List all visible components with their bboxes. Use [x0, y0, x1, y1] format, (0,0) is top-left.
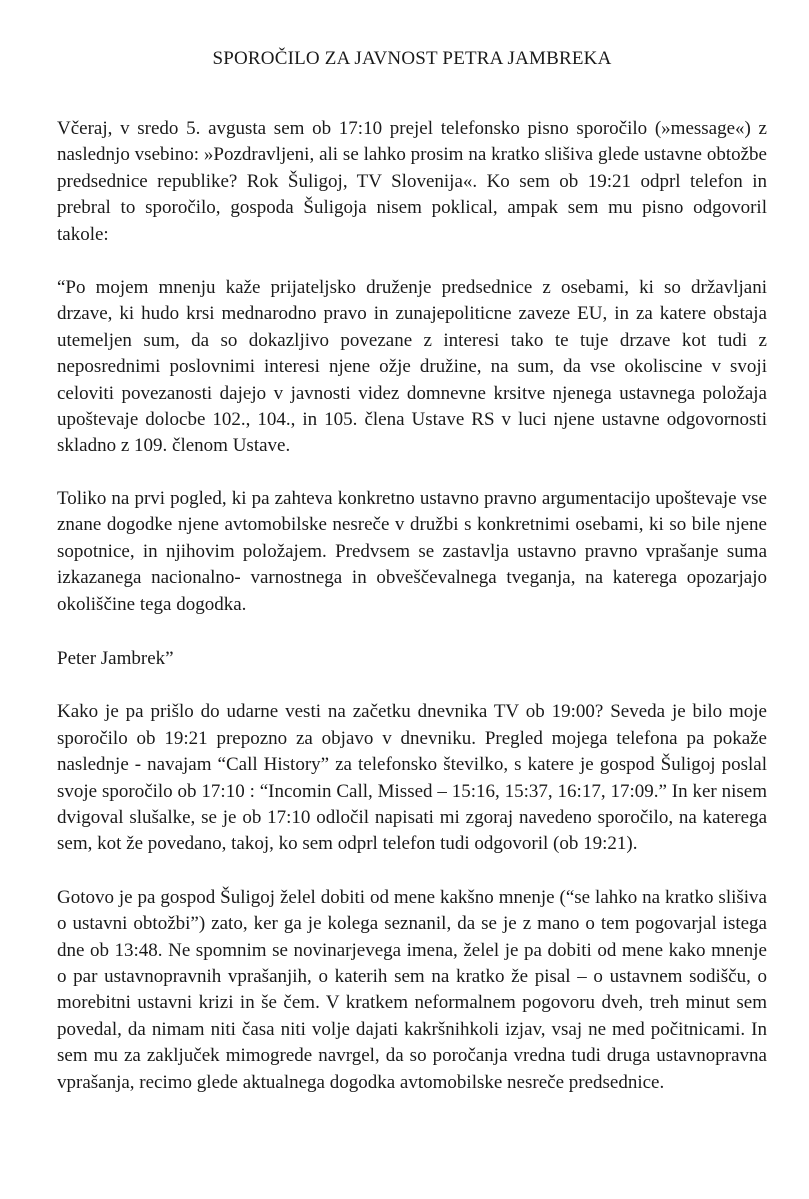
paragraph-intro: Včeraj, v sredo 5. avgusta sem ob 17:10 prejel telefonsko pisno sporočilo (»message«) z naslednjo vsebino: »Pozdravljeni, ali se lahko prosim na kratko slišiva glede ustavne obtožbe predsednice republike? Rok Šuligoj, TV Slovenija«. Ko sem ob 19:21 odprl telefon in prebral to sporočilo, gospoda Šuligoja nisem poklical, ampak sem mu pisno odgovoril takole:: [57, 118, 767, 245]
document-title: SPOROČILO ZA JAVNOST PETRA JAMBREKA: [212, 48, 612, 69]
paragraph-call-history: Kako je pa prišlo do udarne vesti na začetku dnevnika TV ob 19:00? Seveda je bilo moje sporočilo ob 19:21 prepozno za objavo v dnevniku. Pregled mojega telefona pa pokaže naslednje - navajam “Call History” za telefonsko številko, s katere je gospod Šuligoj poslal svoje sporočilo ob 17:10 : “Incomin Call, Missed – 15:16, 15:37, 16:17, 17:09.” In ker nisem dvigoval slušalke, se je ob 17:10 odločil napisati mi zgoraj navedeno sporočilo, na katerega sem, kot že povedano, takoj, ko sem odprl telefon tudi odgovoril (ob 19:21).: [57, 701, 767, 855]
paragraph-conclusion: Gotovo je pa gospod Šuligoj želel dobiti od mene kakšno mnenje (“se lahko na kratko slišiva o ustavni obtožbi”) zato, ker ga je kolega seznanil, da se je z mano o tem pogovarjal istega dne ob 13:48. Ne spomnim se novinarjevega imena, želel je pa dobiti od mene kako mnenje o par ustavnopravnih vprašanjih, o katerih sem na kratko že pisal – o ustavnem sodišču, o morebitni ustavni krizi in še čem. V kratkem neformalnem pogovoru dveh, treh minut sem povedal, da nimam niti časa niti volje dajati kakršnihkoli izjav, vsaj ne med počitnicami. In sem mu za zaključek mimogrede navrgel, da so poročanja vredna tudi druga ustavnopravna vprašanja, recimo glede aktualnega dogodka avtomobilske nesreče predsednice.: [57, 886, 767, 1093]
document-page: [57, 48, 767, 1122]
paragraph-quoted-reply-continued: Toliko na prvi pogled, ki pa zahteva konkretno ustavno pravno argumentacijo upoštevaje vse znane dogodke njene avtomobilske nesreče v družbi s konkretnimi osebami, ki so bile njene sopotnice, in njihovim položajem. Predvsem se zastavlja ustavno pravno vprašanje suma izkazanega nacionalno- varnostnega in obveščevalnega tveganja, na katerega opozarjajo okoliščine tega dogodka.: [57, 487, 767, 615]
signature-line: Peter Jambrek”: [57, 647, 174, 669]
paragraph-quoted-reply: “Po mojem mnenju kaže prijateljsko druženje predsednice z osebami, ki so državljani drzave, ki hudo krsi mednarodno pravo in zunajepoliticne zaveze EU, in za katere obstaja utemeljen sum, da so dokazljivo povezane z interesi tako te tuje drzave kot tudi z neposrednimi poslovnimi interesi njene ožje družine, na sum, da vse okoliscine v svoji celoviti povezanosti dajejo v javnosti videz domnevne krsitve njenega ustavnega položaja upoštevaje dolocbe 102., 104., in 105. člena Ustave RS v luci njene ustavne odgovornosti skladno z 109. členom Ustave.: [57, 277, 767, 457]
